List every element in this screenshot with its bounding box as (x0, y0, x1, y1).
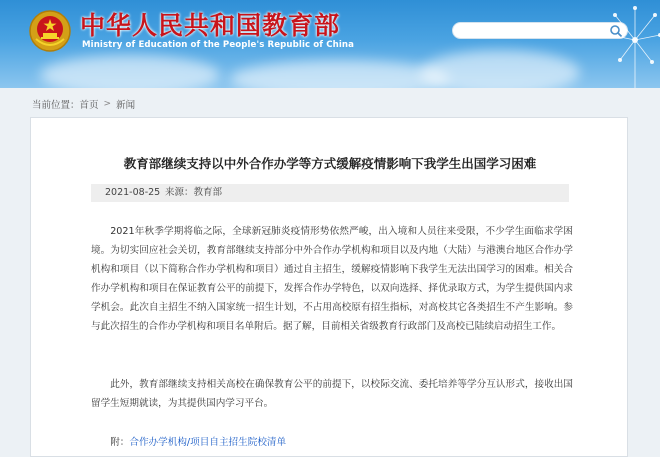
article-date: 2021-08-25 (105, 187, 161, 198)
site-subtitle: Ministry of Education of the People's Republic of China (82, 40, 354, 50)
article-panel (30, 117, 628, 457)
article-paragraph: 2021年秋季学期将临之际，全球新冠肺炎疫情形势依然严峻，出入境和人员往来受限，不少学生面临求学困境。为切实回应社会关切，教育部继续支持部分中外合作办学机构和项目以及内地（大陆）与港澳台地区合作办学机构和项目（以下简称合作办学机构和项目）通过自主招生，缓解疫情影响下我学生无法出国学习的困难。相关合作办学机构和项目在保证教育公平的前提下，发挥合作办学特色，以双向选择、择优录取方式，为学生提供国内求学机会。此次自主招生不纳入国家统一招生计划，不占用高校原有招生指标，对高校其它各类招生不产生影响。参与此次招生的合作办学机构和项目名单附后。据了解，目前相关省级教育行政部门及高校已陆续启动招生工作。 (91, 226, 573, 332)
national-emblem-icon (28, 9, 72, 53)
dandelion-decoration (560, 0, 660, 88)
article-meta-bar (91, 184, 569, 202)
article-source: 来源：教育部 (165, 187, 223, 198)
breadcrumb (32, 97, 135, 111)
breadcrumb-prefix: 当前位置： (32, 100, 80, 111)
breadcrumb-news-link[interactable]: 新闻 (116, 100, 136, 111)
cloud-decoration (420, 50, 580, 88)
breadcrumb-home-link[interactable]: 首页 (79, 100, 99, 111)
breadcrumb-arrow-icon: > (103, 99, 112, 109)
article-attachment (91, 434, 286, 448)
cloud-decoration (230, 60, 450, 88)
article-paragraph: 此外，教育部继续支持相关高校在确保教育公平的前提下，以校际交流、委托培养等学分互认形式，接收出国留学生短期就读，为其提供国内学习平台。 (91, 379, 573, 409)
attachment-prefix: 附： (110, 437, 130, 448)
header-banner (0, 0, 660, 88)
article-title: 教育部继续支持以中外合作办学等方式缓解疫情影响下我学生出国学习困难 (123, 156, 537, 171)
site-title[interactable]: 中华人民共和国教育部 (80, 11, 341, 40)
cloud-decoration (40, 55, 220, 88)
attachment-link[interactable]: 合作办学机构/项目自主招生院校清单 (129, 437, 287, 448)
